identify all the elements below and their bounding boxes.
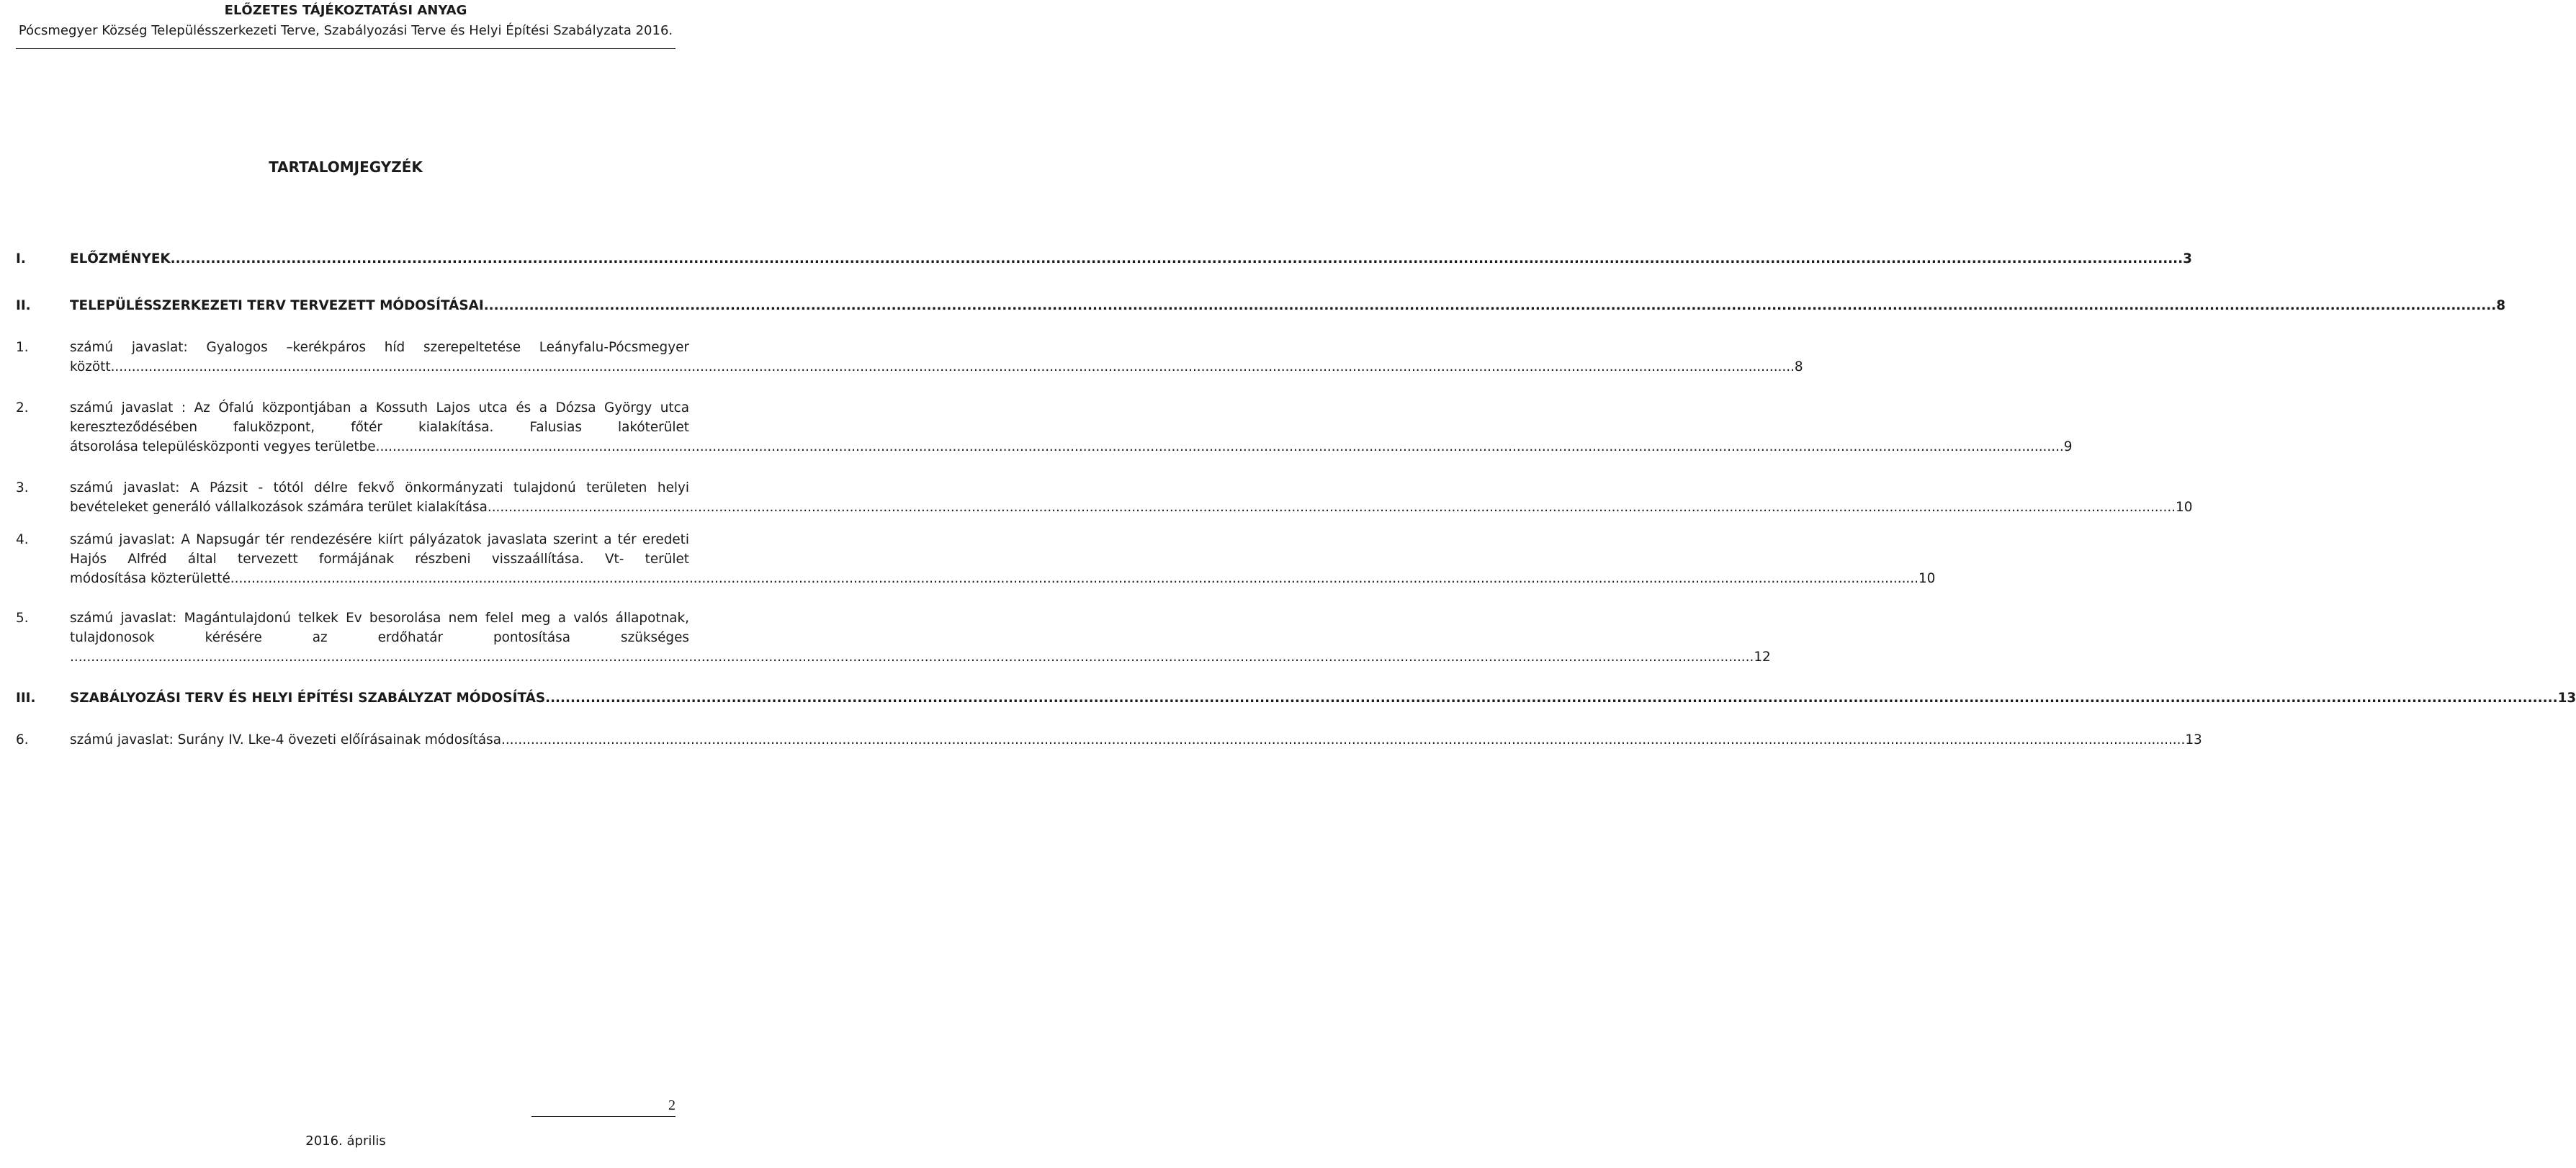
toc-entry-number: I. [16, 251, 26, 266]
toc-entry-page: 13 [2185, 732, 2202, 747]
toc-entry-page: 12 [1754, 650, 1771, 665]
toc-entry-text-last: között [70, 359, 111, 374]
toc-entry-number: III. [16, 691, 36, 706]
toc-entry-text: ELŐZMÉNYEK [70, 251, 171, 266]
toc-entry-9[interactable] [16, 730, 2202, 750]
toc-dot-leader: ................................................................................................................................................................................................................................................................................................................................................................................................................ [491, 500, 2176, 515]
toc-entry-7[interactable] [16, 608, 1771, 667]
toc-entry-number: 6. [16, 732, 29, 747]
toc-entry-number: II. [16, 298, 31, 313]
toc-entry-text: számú javaslat: Surány IV. Lke-4 övezeti előírásainak módosítása [70, 732, 501, 747]
toc-entry-page: 10 [2176, 500, 2193, 515]
toc-entry-page: 10 [1918, 571, 1936, 586]
toc-entry-text: SZABÁLYOZÁSI TERV ÉS HELYI ÉPÍTÉSI SZABÁLYZAT MÓDOSÍTÁS [70, 691, 546, 706]
toc-title: TARTALOMJEGYZÉK [269, 158, 423, 176]
toc-entry-text: TELEPÜLÉSSZERKEZETI TERV TERVEZETT MÓDOSÍTÁSAI [70, 298, 484, 313]
toc-entry-text: számú javaslat: A Pázsit - tótól délre fekvő önkormányzati tulajdonú területen helyi [70, 480, 689, 495]
toc-entry-6[interactable] [16, 530, 1936, 588]
toc-entry-text-last: átsorolása településközponti vegyes területbe. [70, 439, 380, 454]
toc-dot-leader: ................................................................................................................................................................................................................................................................................................................................................................................................................ [170, 251, 2184, 266]
toc-entry-text: számú javaslat: A Napsugár tér rendezésére kiírt pályázatok javaslata szerint a tér eredeti Hajós Alfréd által tervezett formájának részbeni visszaállítása. Vt- terület [70, 532, 689, 567]
footer-rule [531, 1116, 676, 1117]
toc-entry-text-last: módosítása közterületté. [70, 571, 235, 586]
toc-entry-page: 3 [2183, 251, 2192, 266]
toc-dot-leader: ................................................................................................................................................................................................................................................................................................................................................................................................................ [483, 298, 2497, 313]
toc-dot-leader: ................................................................................................................................................................................................................................................................................................................................................................................................................ [380, 439, 2064, 454]
toc-entry-text: számú javaslat: Magántulajdonú telkek Ev besorolása nem felel meg a valós állapotnak, tulajdonosok kérésére az erdőhatár pontosítása szükséges [70, 611, 689, 645]
toc-entry-number: 2. [16, 400, 29, 415]
toc-dot-leader: ................................................................................................................................................................................................................................................................................................................................................................................................................ [234, 571, 1918, 586]
toc-entry-number: 1. [16, 340, 29, 355]
header-rule [16, 48, 676, 49]
toc-entry-page: 9 [2063, 439, 2073, 454]
toc-entry-2[interactable] [16, 296, 2505, 315]
document-header-title: ELŐZETES TÁJÉKOZTATÁSI ANYAG [224, 3, 467, 18]
toc-entry-text-last: bevételeket generáló vállalkozások számára terület kialakítása. [70, 500, 492, 515]
toc-entry-3[interactable] [16, 338, 1803, 377]
toc-entry-number: 4. [16, 532, 29, 547]
toc-entry-page: 8 [2496, 298, 2505, 313]
toc-entry-8[interactable] [16, 688, 2576, 708]
toc-entry-page: 13 [2557, 691, 2576, 706]
document-header-subtitle: Pócsmegyer Község Településszerkezeti Terve, Szabályozási Terve és Helyi Építési Szabályzata 2016. [18, 23, 673, 38]
footer-date: 2016. április [305, 1133, 386, 1149]
toc-entry-text: számú javaslat : Az Ófalú központjában a Kossuth Lajos utca és a Dózsa György utca kereszteződésében faluközpont, főtér kialakítása. Falusias lakóterület [70, 400, 689, 435]
toc-entry-1[interactable] [16, 249, 2192, 269]
toc-dot-leader: ................................................................................................................................................................................................................................................................................................................................................................................................................ [70, 650, 1754, 665]
toc-entry-5[interactable] [16, 478, 2193, 517]
toc-entry-number: 5. [16, 611, 29, 626]
page-number: 2 [668, 1097, 676, 1113]
toc-entry-4[interactable] [16, 398, 2073, 457]
toc-dot-leader: ................................................................................................................................................................................................................................................................................................................................................................................................................ [545, 691, 2558, 706]
toc-dot-leader: ................................................................................................................................................................................................................................................................................................................................................................................................................ [110, 359, 1795, 374]
toc-dot-leader: ................................................................................................................................................................................................................................................................................................................................................................................................................ [501, 732, 2186, 747]
toc-entry-page: 8 [1794, 359, 1803, 374]
toc-entry-text: számú javaslat: Gyalogos –kerékpáros híd szerepeltetése Leányfalu-Pócsmegyer [70, 340, 689, 355]
toc-entry-number: 3. [16, 480, 29, 495]
